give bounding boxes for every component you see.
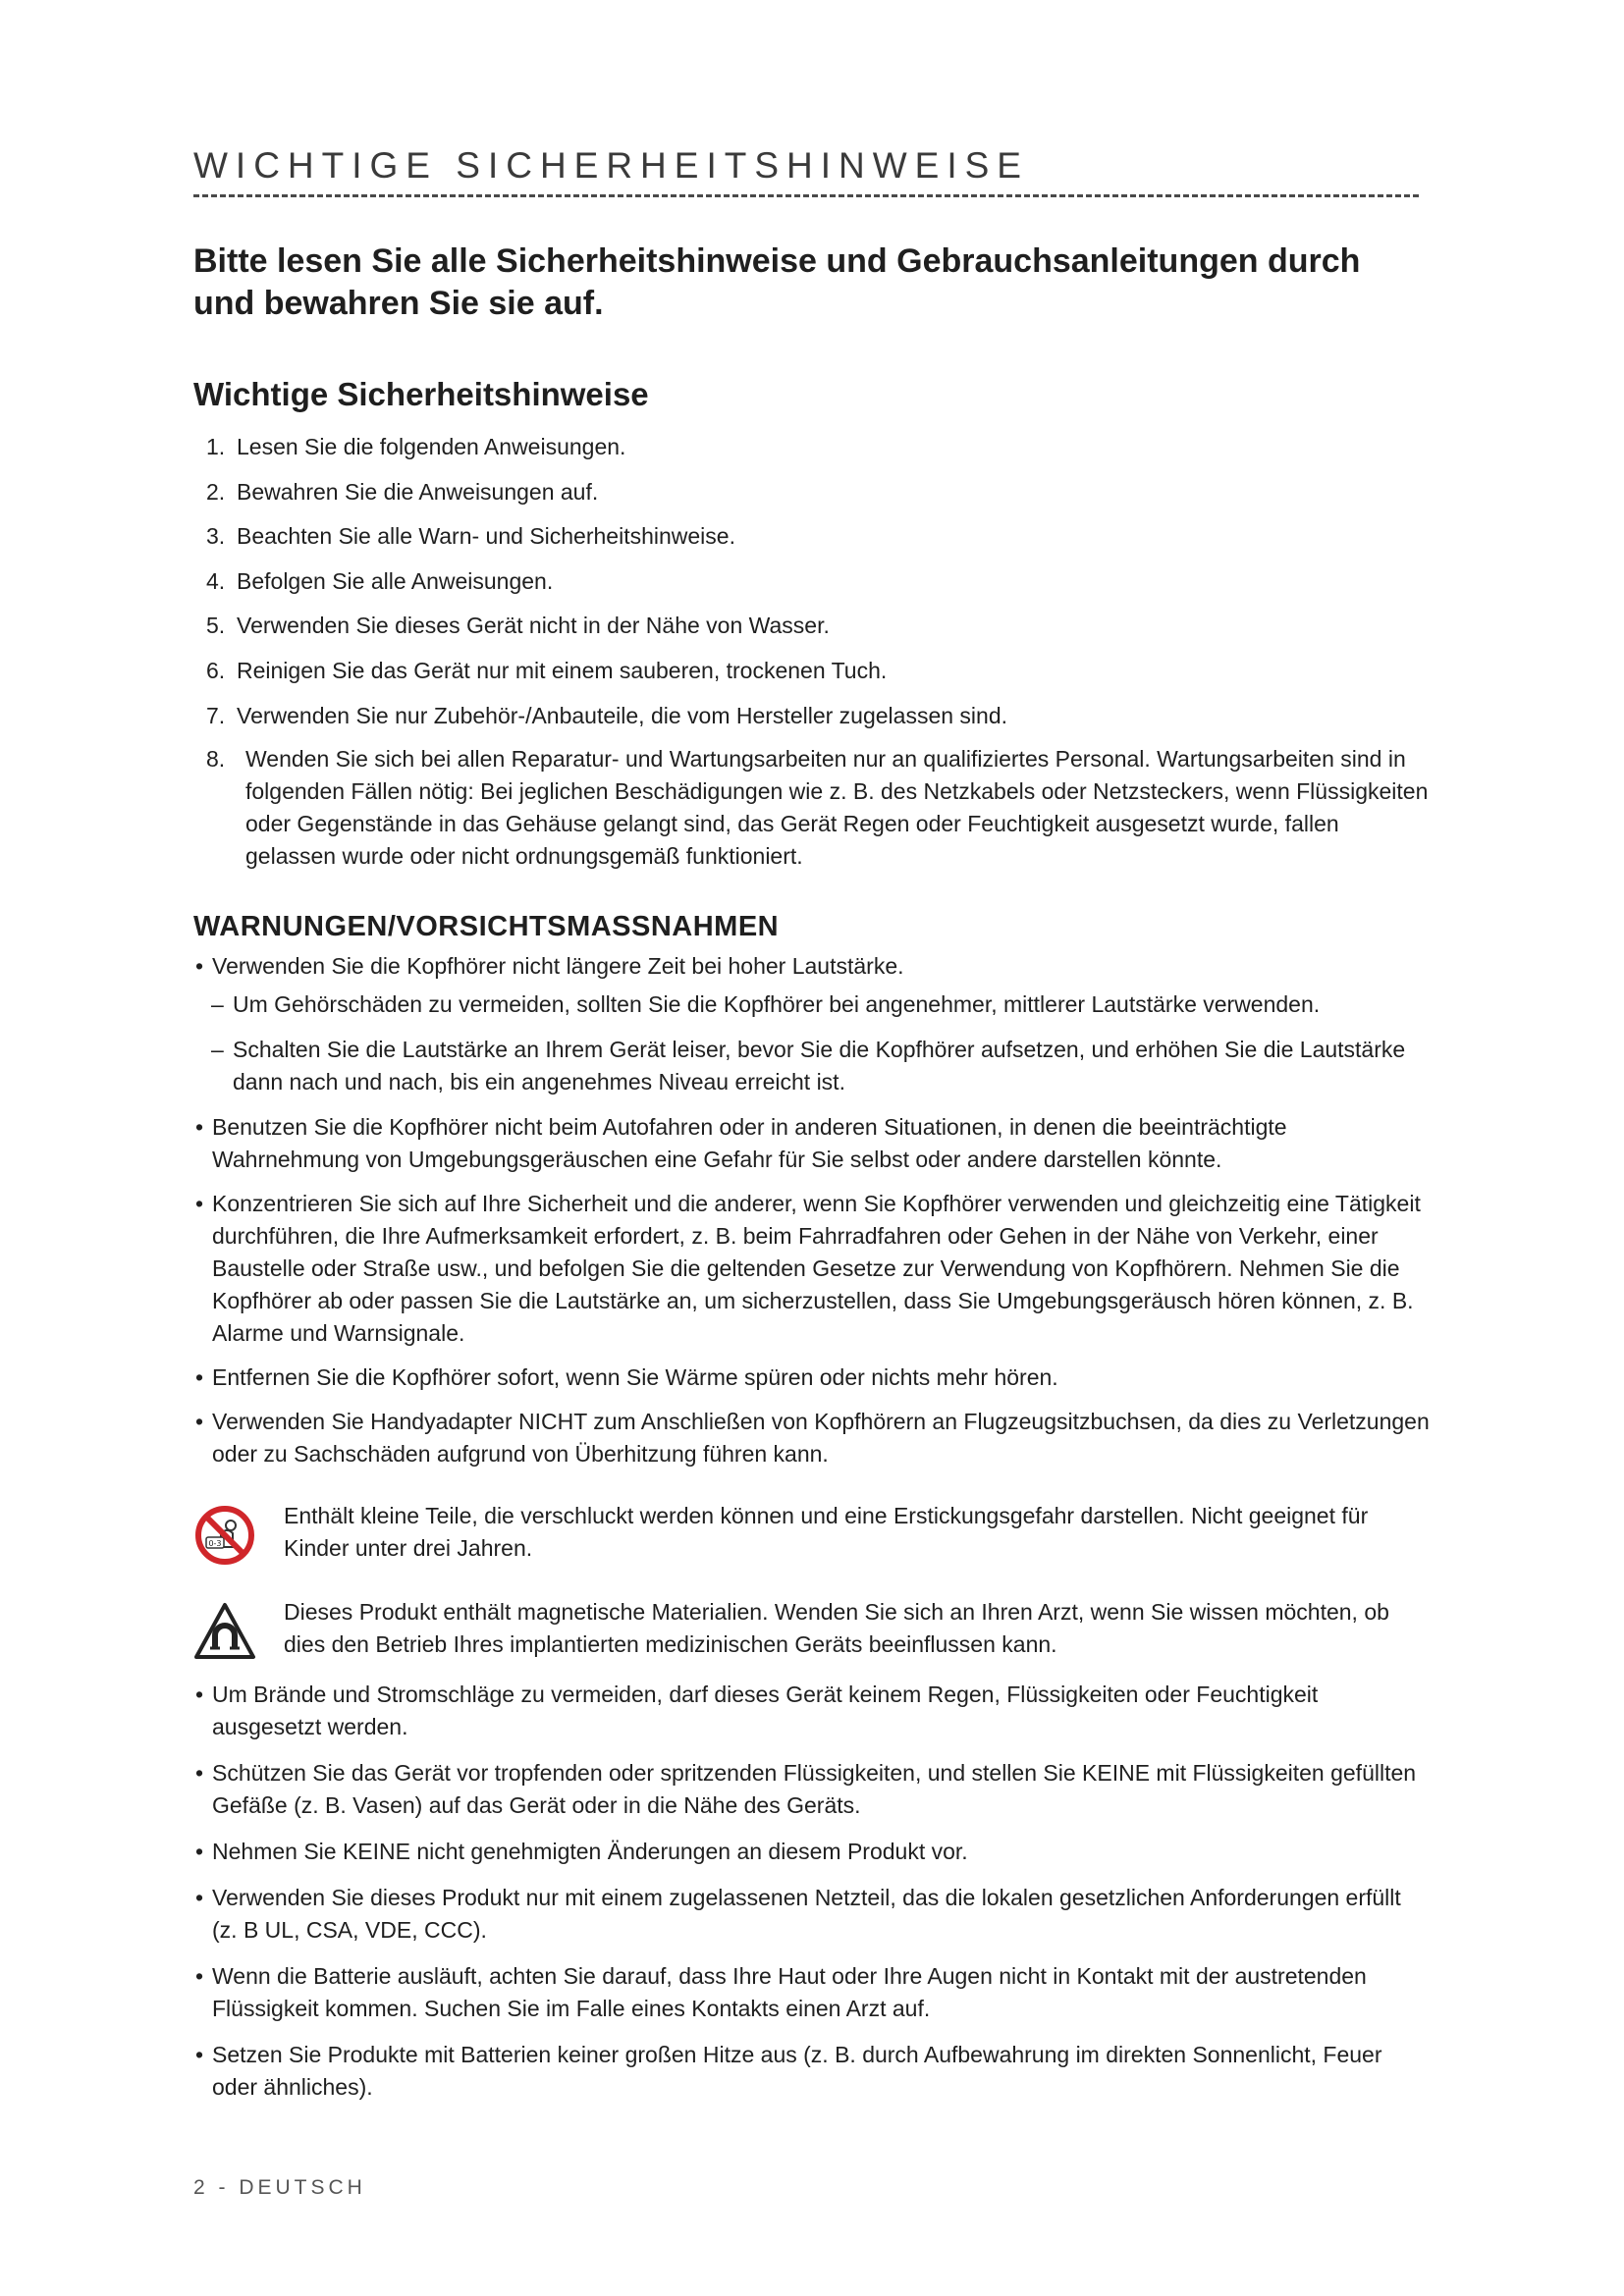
list-item xyxy=(206,743,1434,873)
dash-mark: – xyxy=(211,1037,224,1062)
list-item-text: Bewahren Sie die Anweisungen auf. xyxy=(237,479,599,505)
dash-mark: – xyxy=(211,991,224,1017)
warnings-block xyxy=(193,950,1431,1470)
list-item xyxy=(206,609,1434,642)
warning-subitem xyxy=(193,1034,1431,1098)
choking-icon-age-label: 0-3 xyxy=(208,1539,222,1548)
warning-bullet xyxy=(193,1111,1431,1176)
list-item-text: Reinigen Sie das Gerät nur mit einem sauberen, trockenen Tuch. xyxy=(237,658,888,683)
page-footer: 2 - DEUTSCH xyxy=(193,2176,366,2199)
list-item-text: Beachten Sie alle Warn- und Sicherheitshinweise. xyxy=(237,523,735,549)
list-item xyxy=(206,430,1434,463)
bullet-dot: • xyxy=(195,1682,204,1707)
magnet-warning-text: Dieses Produkt enthält magnetische Materialien. Wenden Sie sich an Ihren Arzt, wenn Sie wissen möchten, ob dies den Betrieb Ihres implantierten medizinischen Geräts beeinflussen kann. xyxy=(284,1599,1389,1657)
bullet-dot: • xyxy=(195,1364,204,1390)
list-item xyxy=(206,475,1434,508)
list-item-text: Lesen Sie die folgenden Anweisungen. xyxy=(237,434,626,459)
intro-text: Bitte lesen Sie alle Sicherheitshinweise und Gebrauchsanleitungen durch und bewahren Sie sie auf. xyxy=(193,242,1361,322)
instruction-list xyxy=(206,430,1434,873)
warning-subitem xyxy=(193,988,1431,1021)
list-item-number: 3. xyxy=(206,523,226,549)
choking-hazard-icon xyxy=(193,1504,256,1567)
page-header-title: WICHTIGE SICHERHEITSHINWEISE xyxy=(193,145,1029,186)
warning-text: Um Brände und Stromschläge zu vermeiden, darf dieses Gerät keinem Regen, Flüssigkeiten oder Feuchtigkeit ausgesetzt werden. xyxy=(212,1682,1319,1739)
warning-bullet xyxy=(193,1882,1431,1947)
list-item-number: 5. xyxy=(206,613,226,638)
warning-text: Verwenden Sie die Kopfhörer nicht längere Zeit bei hoher Lautstärke. xyxy=(212,953,904,979)
bullet-dot: • xyxy=(195,1885,204,1910)
bullet-dot: • xyxy=(195,953,204,979)
bullet-dot: • xyxy=(195,1839,204,1864)
warning-text: Nehmen Sie KEINE nicht genehmigten Änderungen an diesem Produkt vor. xyxy=(212,1839,968,1864)
list-item-text: Verwenden Sie dieses Gerät nicht in der Nähe von Wasser. xyxy=(237,613,830,638)
warning-bullet xyxy=(193,1836,1431,1868)
warning-subitem-text: Schalten Sie die Lautstärke an Ihrem Gerät leiser, bevor Sie die Kopfhörer aufsetzen, und erhöhen Sie die Lautstärke dann nach und nach, bis ein angenehmes Niveau erreicht ist. xyxy=(233,1037,1406,1095)
list-item xyxy=(206,699,1434,732)
warning-bullet xyxy=(193,950,1431,983)
warning-text: Verwenden Sie dieses Produkt nur mit einem zugelassenen Netzteil, das die lokalen gesetzlichen Anforderungen erfüllt (z. B UL, CSA, VDE, CCC). xyxy=(212,1885,1401,1943)
choking-hazard-text: Enthält kleine Teile, die verschluckt werden können und eine Erstickungsgefahr darstellen. Nicht geeignet für Kinder unter drei Jahren. xyxy=(284,1503,1369,1561)
warning-bullet xyxy=(193,2039,1431,2104)
list-item-text: Verwenden Sie nur Zubehör-/Anbauteile, die vom Hersteller zugelassen sind. xyxy=(237,703,1007,728)
warnings-title: WARNUNGEN/VORSICHTSMASSNAHMEN xyxy=(193,911,780,942)
warning-text: Benutzen Sie die Kopfhörer nicht beim Autofahren oder in anderen Situationen, in denen die beeinträchtigte Wahrnehmung von Umgebungsgeräuschen eine Gefahr für Sie selbst oder andere darstellen könnte. xyxy=(212,1114,1287,1172)
header-dashed-rule xyxy=(193,194,1419,197)
choking-hazard-notice xyxy=(193,1500,1431,1565)
bullet-dot: • xyxy=(195,2042,204,2067)
list-item-number: 1. xyxy=(206,434,226,459)
warning-bullet xyxy=(193,1188,1431,1350)
warning-bullet xyxy=(193,1679,1431,1743)
warnings-block-continued xyxy=(193,1679,1431,2104)
warning-text: Konzentrieren Sie sich auf Ihre Sicherheit und die anderer, wenn Sie Kopfhörer verwenden und gleichzeitig eine Tätigkeit durchführen, die Ihre Aufmerksamkeit erfordert, z. B. beim Fahrradfahren oder Gehen in der Nähe von Verkehr, einer Baustelle oder Straße usw., und befolgen Sie die geltenden Gesetze zur Verwendung von Kopfhörern. Nehmen Sie die Kopfhörer ab oder passen Sie die Lautstärke an, um sicherzustellen, dass Sie Umgebungsgeräusch hören können, z. B. Alarme und Warnsignale. xyxy=(212,1191,1421,1346)
warning-bullet xyxy=(193,1406,1431,1470)
warning-subitem-text: Um Gehörschäden zu vermeiden, sollten Sie die Kopfhörer bei angenehmer, mittlerer Lautstärke verwenden. xyxy=(233,991,1321,1017)
bullet-dot: • xyxy=(195,1760,204,1786)
magnet-warning-notice xyxy=(193,1596,1431,1661)
warning-text: Entfernen Sie die Kopfhörer sofort, wenn Sie Wärme spüren oder nichts mehr hören. xyxy=(212,1364,1058,1390)
section-title: Wichtige Sicherheitshinweise xyxy=(193,376,649,412)
list-item xyxy=(206,564,1434,598)
warning-text: Schützen Sie das Gerät vor tropfenden oder spritzenden Flüssigkeiten, und stellen Sie KEINE mit Flüssigkeiten gefüllten Gefäße (z. B. Vasen) auf das Gerät oder in die Nähe des Geräts. xyxy=(212,1760,1417,1818)
list-item-number: 4. xyxy=(206,568,226,594)
list-item-number: 6. xyxy=(206,658,226,683)
bullet-dot: • xyxy=(195,1409,204,1434)
bullet-dot: • xyxy=(195,1963,204,1989)
warning-bullet xyxy=(193,1757,1431,1822)
bullet-dot: • xyxy=(195,1191,204,1216)
warning-text: Verwenden Sie Handyadapter NICHT zum Anschließen von Kopfhörern an Flugzeugsitzbuchsen, da dies zu Verletzungen oder zu Sachschäden aufgrund von Überhitzung führen kann. xyxy=(212,1409,1430,1467)
list-item-number: 2. xyxy=(206,479,226,505)
warning-text: Setzen Sie Produkte mit Batterien keiner großen Hitze aus (z. B. durch Aufbewahrung im direkten Sonnenlicht, Feuer oder ähnliches). xyxy=(212,2042,1382,2100)
magnet-warning-icon xyxy=(193,1600,256,1663)
list-item-number: 8. xyxy=(206,746,226,772)
list-item-text: Befolgen Sie alle Anweisungen. xyxy=(237,568,554,594)
warning-text: Wenn die Batterie ausläuft, achten Sie darauf, dass Ihre Haut oder Ihre Augen nicht in Kontakt mit der austretenden Flüssigkeit kommen. Suchen Sie im Falle eines Kontakts einen Arzt auf. xyxy=(212,1963,1367,2021)
list-item-number: 7. xyxy=(206,703,226,728)
bullet-dot: • xyxy=(195,1114,204,1140)
list-item xyxy=(206,519,1434,553)
warning-bullet xyxy=(193,1960,1431,2025)
warning-bullet xyxy=(193,1362,1431,1394)
list-item xyxy=(206,654,1434,687)
list-item-text: Wenden Sie sich bei allen Reparatur- und Wartungsarbeiten nur an qualifiziertes Personal. Wartungsarbeiten sind in folgenden Fällen nötig: Bei jeglichen Beschädigungen wie z. B. des Netzkabels oder Netzsteckers, wenn Flüssigkeiten oder Gegenstände in das Gehäuse gelangt sind, das Gerät Regen oder Feuchtigkeit ausgesetzt wurde, fallen gelassen wurde oder nicht ordnungsgemäß funktioniert. xyxy=(245,746,1429,869)
